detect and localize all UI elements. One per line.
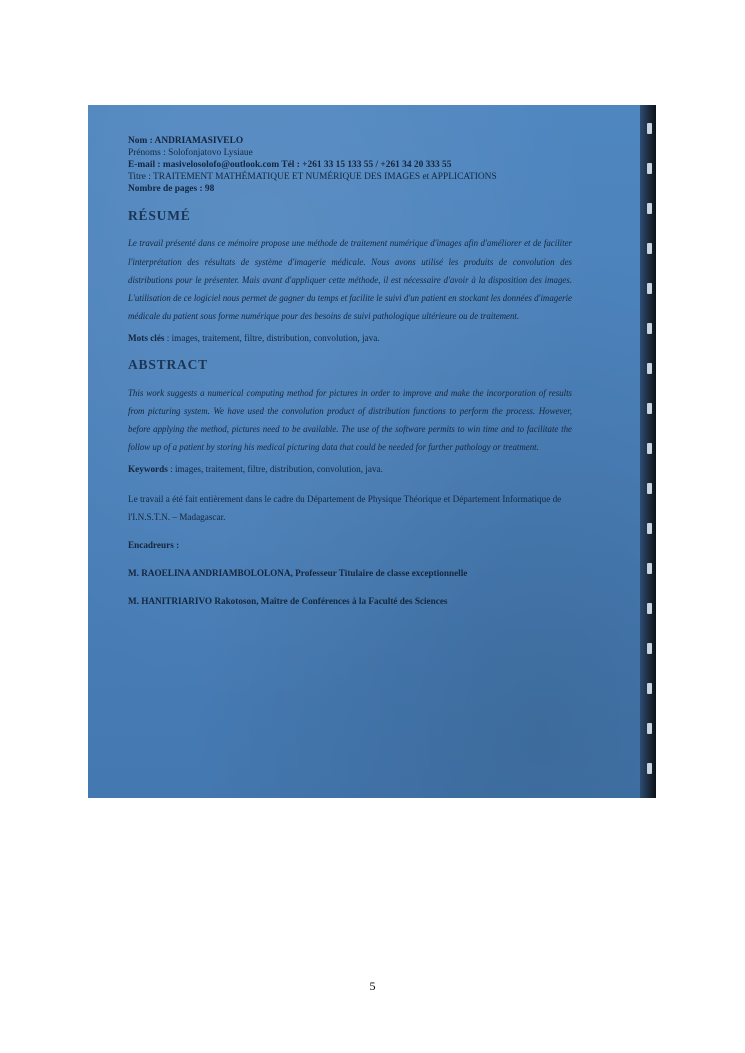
binding-hole bbox=[647, 763, 652, 774]
binding-hole bbox=[647, 523, 652, 534]
keywords-label: Keywords bbox=[128, 463, 168, 474]
abstract-paragraph: This work suggests a numerical computing method for pictures in order to improve and make the incorporation of results from picturing system. We have used the convolution product of distribution functions to perform the process. However, before applying the method, pictures need to be available. The use of the software permits to win time and to facilitate the follow up of a patient by storing his medical picturing data that could be needed for further pathology or treatment. bbox=[128, 387, 572, 453]
supervisor-2: M. HANITRIARIVO Rakotoson, Maître de Conférences à la Faculté des Sciences bbox=[128, 595, 448, 606]
binding-hole bbox=[647, 603, 652, 614]
page-number: 5 bbox=[369, 979, 376, 993]
binding-hole bbox=[647, 683, 652, 694]
binding-hole bbox=[647, 443, 652, 454]
mots-cles-values: : images, traitement, filtre, distribution, convolution, java. bbox=[164, 332, 380, 343]
cover-text bbox=[128, 135, 572, 608]
mots-cles-label: Mots clés bbox=[128, 332, 165, 343]
binding-hole bbox=[647, 363, 652, 374]
binding-hole bbox=[647, 243, 652, 254]
mots-cles bbox=[128, 333, 572, 345]
binding-hole bbox=[647, 163, 652, 174]
abstract-heading: ABSTRACT bbox=[128, 357, 208, 373]
binding-hole bbox=[647, 483, 652, 494]
thesis-title: Titre : TRAITEMENT MATHÉMATIQUE ET NUMÉRIQUE DES IMAGES et APPLICATIONS bbox=[128, 172, 497, 183]
binding-hole bbox=[647, 563, 652, 574]
keywords-values: : images, traitement, filtre, distribution, convolution, java. bbox=[167, 463, 383, 474]
contact-info: E-mail : masivelosolofo@outlook.com Tél : +261 33 15 133 55 / +261 34 20 333 55 bbox=[128, 160, 452, 171]
binding-hole bbox=[647, 643, 652, 654]
resume-paragraph: Le travail présenté dans ce mémoire propose une méthode de traitement numérique d'images afin d'améliorer et de faciliter l'interprétation des résultats de système d'imagerie médicale. Nous avons utilisé les produits de convolution des distributions pour le présenter. Mais avant d'appliquer cette méthode, il est nécessaire d'avoir à la disposition des images. L'utilisation de ce logiciel nous permet de gagner du temps et facilite le suivi d'un patient en stockant les données d'imagerie médicale du patient sous forme numérique pour des besoins de suivi pathologique ultérieure ou de traitement. bbox=[128, 238, 572, 322]
binding-spine bbox=[640, 105, 656, 798]
author-name: Nom : ANDRIAMASIVELO bbox=[128, 136, 244, 146]
binding-hole bbox=[647, 323, 652, 334]
page-count: Nombre de pages : 98 bbox=[128, 184, 215, 195]
scanned-cover-image bbox=[88, 105, 656, 798]
author-firstnames: Prénoms : Solofonjatovo Lysiaue bbox=[128, 148, 253, 159]
resume-heading: RÉSUMÉ bbox=[128, 208, 191, 224]
binding-hole bbox=[647, 123, 652, 134]
binding-hole bbox=[647, 723, 652, 734]
supervisor-1: M. RAOELINA ANDRIAMBOLOLONA, Professeur Titulaire de classe exceptionnelle bbox=[128, 568, 468, 579]
binding-hole bbox=[647, 403, 652, 414]
supervisors-label: Encadreurs : bbox=[128, 540, 180, 551]
binding-hole bbox=[647, 283, 652, 294]
keywords bbox=[128, 464, 572, 476]
institution-note: Le travail a été fait entièrement dans le cadre du Département de Physique Théorique et Département Informatique de l'I.N.S.T.N. – Madagascar. bbox=[128, 494, 562, 522]
binding-hole bbox=[647, 203, 652, 214]
